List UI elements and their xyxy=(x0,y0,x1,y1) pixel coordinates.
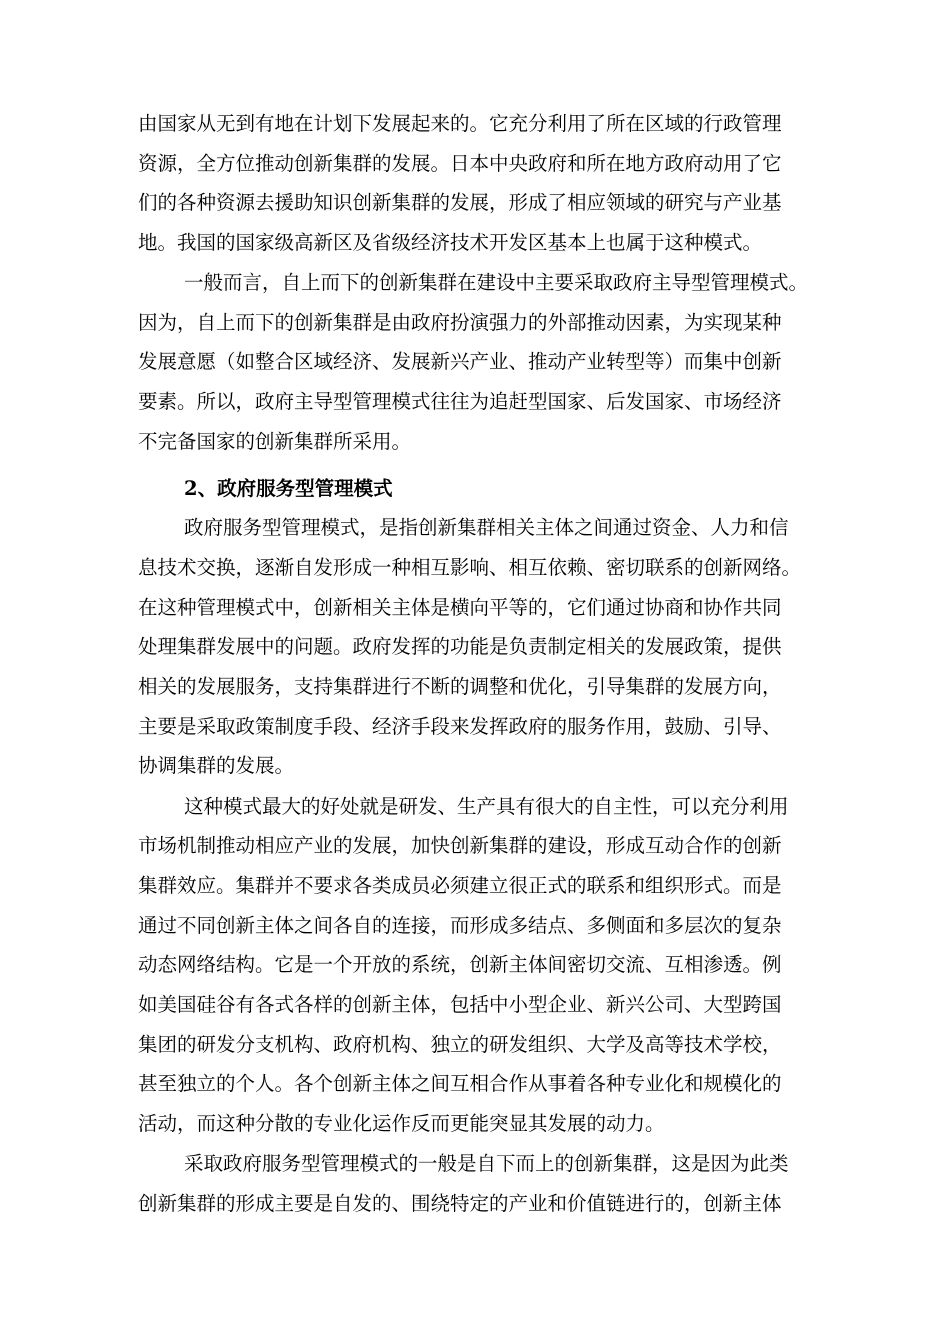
text-line: 创新集群的形成主要是自发的、围绕特定的产业和价值链进行的，创新主体 xyxy=(138,1192,782,1215)
text-line: 协调集群的发展。 xyxy=(138,754,295,777)
text-line: 甚至独立的个人。各个创新主体之间互相合作从事着各种专业化和规模化的 xyxy=(138,1072,782,1095)
text-line: 如美国硅谷有各式各样的创新主体，包括中小型企业、新兴公司、大型跨国 xyxy=(138,993,782,1016)
text-line: 市场机制推动相应产业的发展，加快创新集群的建设，形成互动合作的创新 xyxy=(138,834,782,857)
text-line: 资源，全方位推动创新集群的发展。日本中央政府和所在地方政府动用了它 xyxy=(138,152,782,175)
text-line: 动态网络结构。它是一个开放的系统，创新主体间密切交流、互相渗透。例 xyxy=(138,953,782,976)
paragraph-first-line: 这种模式最大的好处就是研发、生产具有很大的自主性，可以充分利用 xyxy=(184,795,789,818)
text-line: 通过不同创新主体之间各自的连接，而形成多结点、多侧面和多层次的复杂 xyxy=(138,914,782,937)
text-line: 集群效应。集群并不要求各类成员必须建立很正式的联系和组织形式。而是 xyxy=(138,874,782,897)
paragraph-first-line: 一般而言，自上而下的创新集群在建设中主要采取政府主导型管理模式。 xyxy=(184,271,809,294)
paragraph-first-line: 政府服务型管理模式，是指创新集群相关主体之间通过资金、人力和信 xyxy=(184,516,789,539)
text-line: 由国家从无到有地在计划下发展起来的。它充分利用了所在区域的行政管理 xyxy=(138,112,782,135)
text-line: 因为，自上而下的创新集群是由政府扮演强力的外部推动因素，为实现某种 xyxy=(138,311,782,334)
text-line: 息技术交换，逐渐自发形成一种相互影响、相互依赖、密切联系的创新网络。 xyxy=(138,556,802,579)
text-line: 相关的发展服务，支持集群进行不断的调整和优化，引导集群的发展方向， xyxy=(138,675,782,698)
text-line: 处理集群发展中的问题。政府发挥的功能是负责制定相关的发展政策，提供 xyxy=(138,635,782,658)
section-heading: 2、政府服务型管理模式 xyxy=(184,477,393,500)
paragraph-first-line: 采取政府服务型管理模式的一般是自下而上的创新集群，这是因为此类 xyxy=(184,1152,789,1175)
text-line: 发展意愿（如整合区域经济、发展新兴产业、推动产业转型等）而集中创新 xyxy=(138,350,782,373)
text-line: 集团的研发分支机构、政府机构、独立的研发组织、大学及高等技术学校， xyxy=(138,1033,782,1056)
text-line: 在这种管理模式中，创新相关主体是横向平等的，它们通过协商和协作共同 xyxy=(138,596,782,619)
text-line: 主要是采取政策制度手段、经济手段来发挥政府的服务作用，鼓励、引导、 xyxy=(138,715,782,738)
text-line: 活动，而这种分散的专业化运作反而更能突显其发展的动力。 xyxy=(138,1112,665,1135)
text-line: 们的各种资源去援助知识创新集群的发展，形成了相应领域的研究与产业基 xyxy=(138,191,782,214)
text-line: 不完备国家的创新集群所采用。 xyxy=(138,430,412,453)
text-line: 要素。所以，政府主导型管理模式往往为追赶型国家、后发国家、市场经济 xyxy=(138,390,782,413)
text-line: 地。我国的国家级高新区及省级经济技术开发区基本上也属于这种模式。 xyxy=(138,231,763,254)
